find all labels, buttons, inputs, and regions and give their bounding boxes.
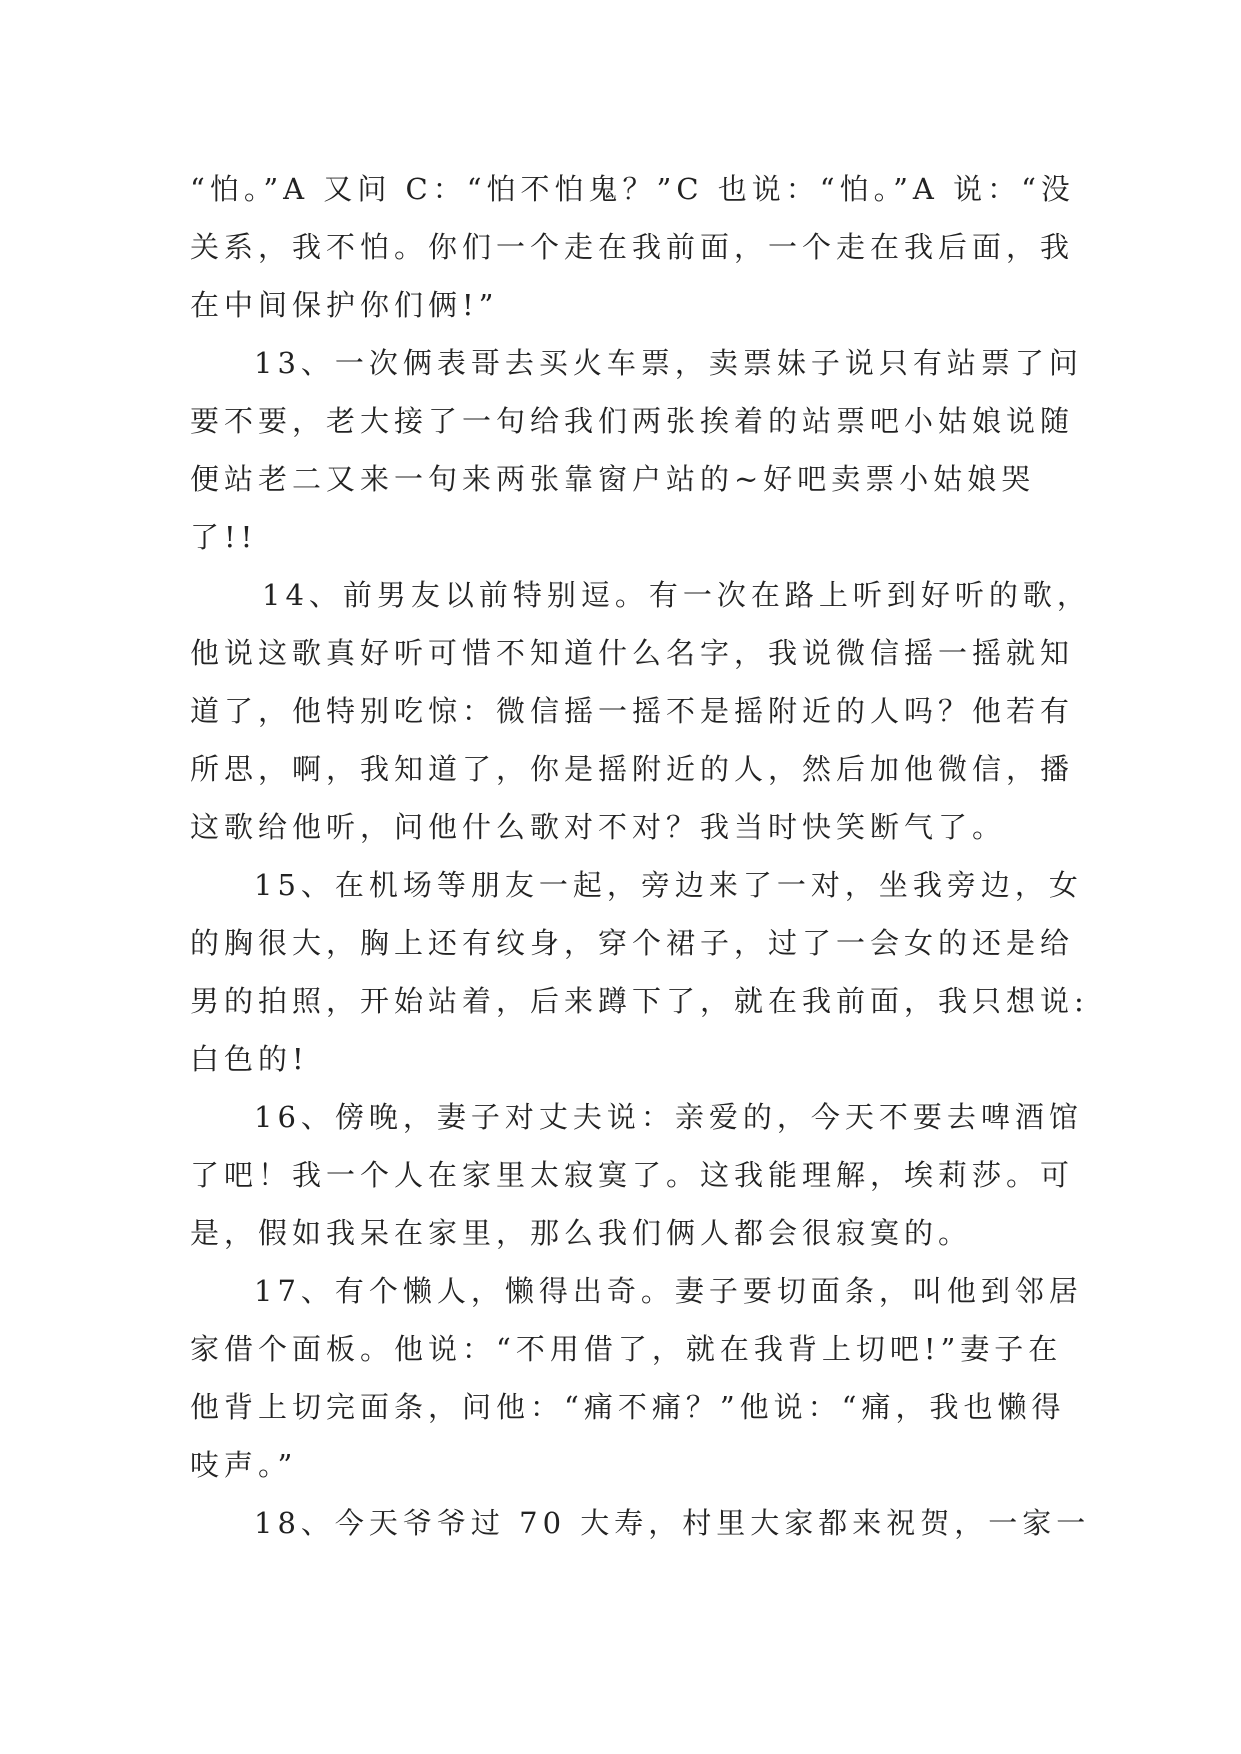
text-line: 所思，啊，我知道了，你是摇附近的人，然后加他微信，播 bbox=[190, 752, 1075, 786]
text-line: 吱声。” bbox=[190, 1448, 298, 1482]
text-line: 13、一次俩表哥去买火车票，卖票妹子说只有站票了问 bbox=[254, 346, 1083, 380]
text-line: 18、今天爷爷过 70 大寿，村里大家都来祝贺，一家一 bbox=[254, 1506, 1091, 1540]
document-body bbox=[190, 160, 1091, 1552]
text-line: 在中间保护你们俩!” bbox=[190, 288, 499, 322]
text-line: “怕。”A 又问 C：“怕不怕鬼？”C 也说：“怕。”A 说：“没 bbox=[190, 172, 1075, 206]
text-line: 男的拍照，开始站着，后来蹲下了，就在我前面，我只想说: bbox=[190, 984, 1089, 1018]
text-line: 白色的! bbox=[190, 1042, 309, 1076]
text-line: 他背上切完面条，问他：“痛不痛？”他说：“痛，我也懒得 bbox=[190, 1390, 1066, 1424]
text-line: 是，假如我呆在家里，那么我们俩人都会很寂寞的。 bbox=[190, 1216, 973, 1250]
text-line: 的胸很大，胸上还有纹身，穿个裙子，过了一会女的还是给 bbox=[190, 926, 1075, 960]
text-line: 了吧！我一个人在家里太寂寞了。这我能理解，埃莉莎。可 bbox=[190, 1158, 1075, 1192]
text-line: 这歌给他听，问他什么歌对不对？我当时快笑断气了。 bbox=[190, 810, 1007, 844]
text-line: 他说这歌真好听可惜不知道什么名字，我说微信摇一摇就知 bbox=[190, 636, 1075, 670]
text-line: 关系，我不怕。你们一个走在我前面，一个走在我后面，我 bbox=[190, 230, 1075, 264]
text-line: 家借个面板。他说：“不用借了，就在我背上切吧!”妻子在 bbox=[190, 1332, 1063, 1366]
text-line: 便站老二又来一句来两张靠窗户站的~好吧卖票小姑娘哭 bbox=[190, 462, 1036, 496]
text-line: 14、前男友以前特别逗。有一次在路上听到好听的歌， bbox=[262, 578, 1091, 612]
text-line: 了!! bbox=[190, 520, 258, 554]
text-line: 15、在机场等朋友一起，旁边来了一对，坐我旁边，女 bbox=[254, 868, 1083, 902]
text-line: 道了，他特别吃惊：微信摇一摇不是摇附近的人吗？他若有 bbox=[190, 694, 1075, 728]
text-line: 16、傍晚，妻子对丈夫说：亲爱的，今天不要去啤酒馆 bbox=[254, 1100, 1083, 1134]
text-line: 要不要，老大接了一句给我们两张挨着的站票吧小姑娘说随 bbox=[190, 404, 1075, 438]
text-line: 17、有个懒人，懒得出奇。妻子要切面条，叫他到邻居 bbox=[254, 1274, 1083, 1308]
